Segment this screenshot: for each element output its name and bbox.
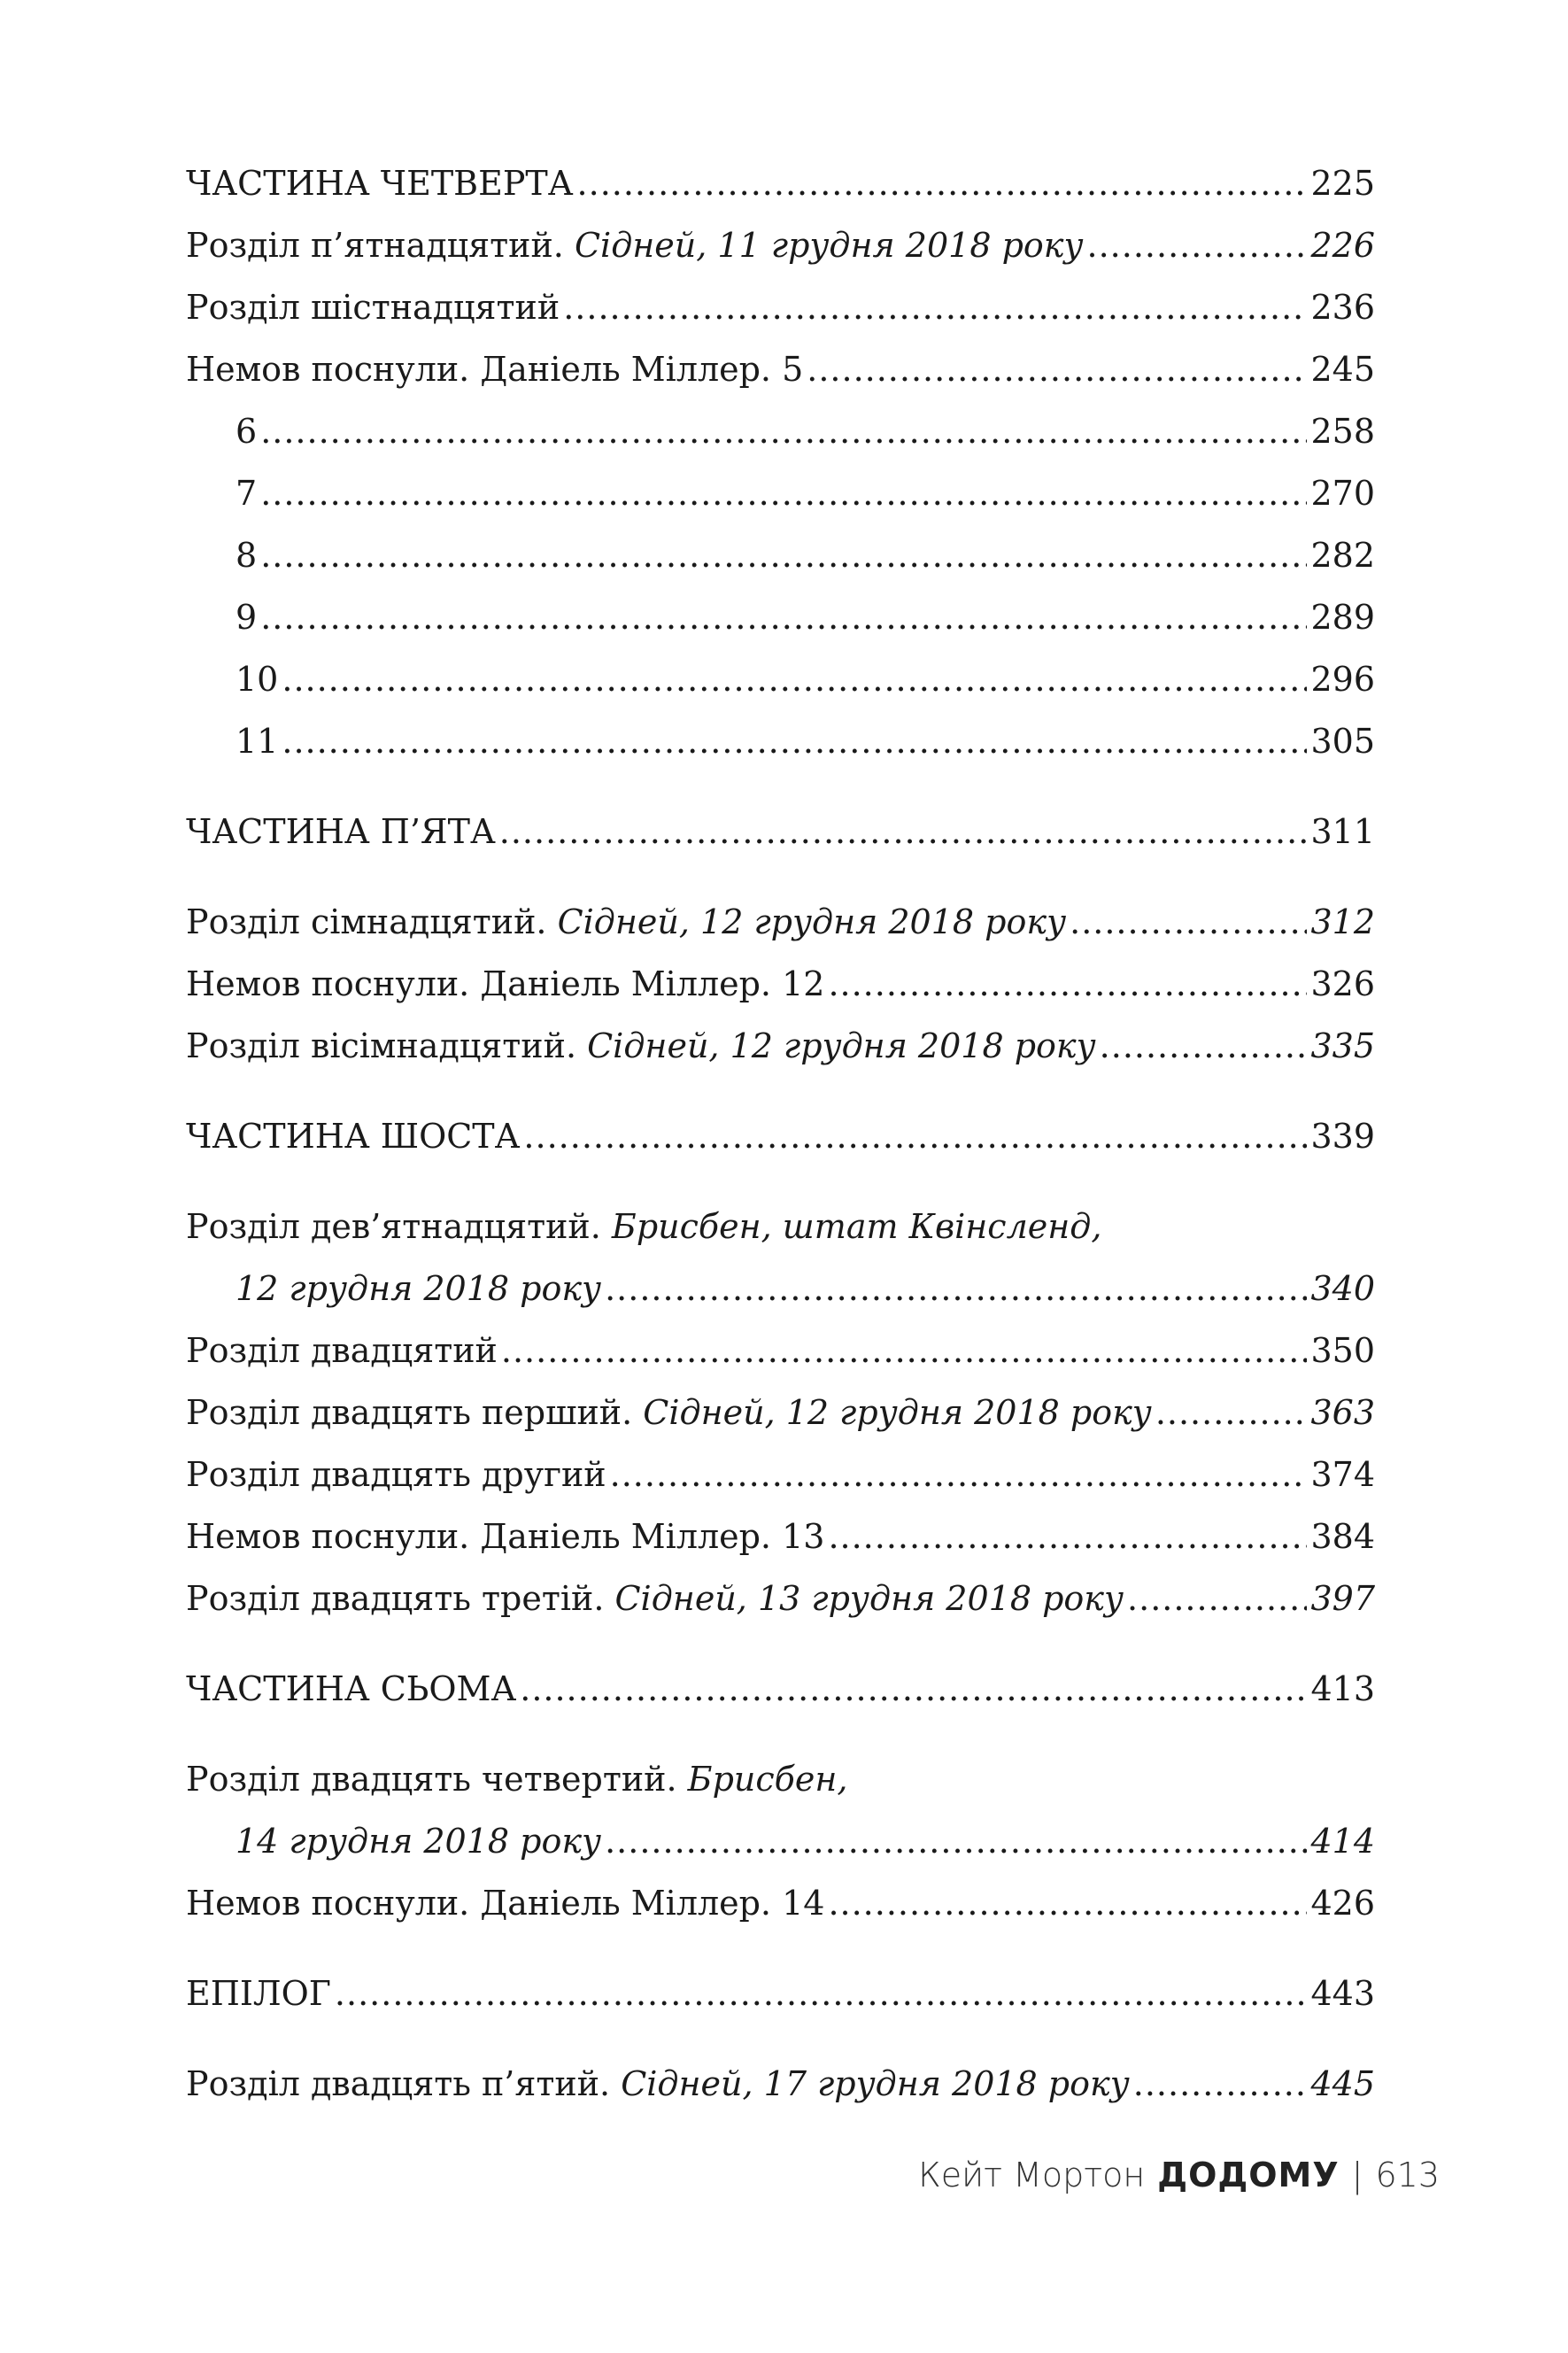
toc-entry-place-date: Сідней, 17 грудня 2018 року — [621, 2064, 1130, 2103]
toc-entry — [186, 1320, 1375, 1382]
toc-entry — [186, 1015, 1375, 1077]
toc-page-number: 225 — [1310, 164, 1375, 203]
toc-entry — [186, 1872, 1375, 1934]
section-gap — [186, 1629, 1375, 1658]
toc-entry-title: Розділ шістнадцятий — [186, 288, 560, 327]
toc-entry-place-date: 14 грудня 2018 року — [236, 1822, 602, 1861]
toc-page-number: 340 — [1310, 1269, 1375, 1308]
toc-entry-label — [186, 1962, 331, 2024]
toc-entry-label — [186, 276, 560, 338]
table-of-contents — [186, 152, 1375, 2115]
toc-page-number: 236 — [1310, 288, 1375, 327]
toc-entry-label — [186, 1015, 1096, 1077]
toc-sub-entry — [186, 710, 1375, 772]
toc-page-number: 384 — [1310, 1517, 1375, 1556]
toc-sub-entry — [186, 648, 1375, 710]
toc-page-number: 426 — [1310, 1884, 1375, 1923]
toc-entry-label — [186, 891, 1066, 953]
dot-leader — [282, 710, 1307, 772]
toc-entry-title: Розділ двадцять перший. — [186, 1393, 644, 1432]
toc-entry-label — [186, 586, 257, 648]
toc-page-number: 312 — [1310, 902, 1375, 941]
toc-page-number: 414 — [1310, 1822, 1375, 1861]
toc-entry-label — [186, 524, 257, 586]
toc-entry-place-date: 12 грудня 2018 року — [236, 1269, 602, 1308]
dot-leader — [260, 400, 1307, 462]
toc-page-number: 270 — [1310, 474, 1375, 513]
toc-page-number: 245 — [1310, 350, 1375, 389]
dot-leader — [605, 1258, 1307, 1320]
toc-page-number: 258 — [1310, 412, 1375, 451]
toc-entry-label — [186, 338, 803, 400]
toc-sub-entry — [186, 462, 1375, 524]
toc-part-entry — [186, 1658, 1375, 1720]
toc-entry-title: Немов поснули. Даніель Міллер. 5 — [186, 350, 804, 389]
toc-entry-label — [186, 462, 257, 524]
toc-entry-first-line — [186, 1748, 1375, 1810]
dot-leader — [260, 462, 1307, 524]
toc-entry-title: ЧАСТИНА ШОСТА — [186, 1117, 521, 1156]
section-gap — [186, 1077, 1375, 1105]
toc-entry-title: ЧАСТИНА П’ЯТА — [186, 812, 496, 851]
dot-leader — [1127, 1567, 1307, 1629]
toc-entry-continuation — [186, 1810, 1375, 1872]
toc-entry-title: Розділ сімнадцятий. — [186, 902, 558, 941]
dot-leader — [1133, 2053, 1308, 2115]
dot-leader — [499, 801, 1308, 863]
toc-entry-title: Розділ двадцять п’ятий. — [186, 2064, 622, 2103]
toc-entry-title: Розділ двадцять другий — [186, 1455, 606, 1494]
toc-page-number: 445 — [1310, 2064, 1375, 2103]
dot-leader — [1100, 1015, 1308, 1077]
toc-sub-entry — [186, 400, 1375, 462]
toc-page-number: 311 — [1310, 812, 1375, 851]
toc-entry-title: Немов поснули. Даніель Міллер. 12 — [186, 964, 825, 1003]
toc-page-number: 335 — [1310, 1026, 1375, 1065]
dot-leader — [563, 276, 1307, 338]
dot-leader — [828, 1872, 1307, 1934]
section-gap — [186, 772, 1375, 801]
toc-entry-label — [186, 1505, 824, 1567]
toc-entry-label — [186, 1872, 824, 1934]
toc-page-number: 413 — [1310, 1669, 1375, 1708]
dot-leader — [1087, 214, 1308, 276]
toc-entry-title: ЕПІЛОГ — [186, 1974, 331, 2013]
toc-entry-label — [186, 1748, 847, 1810]
dot-leader — [1070, 891, 1307, 953]
toc-entry — [186, 953, 1375, 1015]
toc-page-number: 296 — [1310, 660, 1375, 699]
toc-entry-label — [186, 801, 496, 863]
toc-page-number: 226 — [1310, 226, 1375, 265]
dot-leader — [577, 152, 1308, 214]
toc-entry-label — [186, 953, 824, 1015]
page-footer — [918, 2156, 1440, 2194]
toc-entry-title: 6 — [236, 412, 258, 451]
toc-entry-place-date: Брисбен, штат Квінсленд, — [611, 1207, 1102, 1246]
toc-entry-title: Розділ двадцятий — [186, 1331, 498, 1370]
toc-entry-label — [186, 1196, 1101, 1258]
toc-entry-place-date: Сідней, 13 грудня 2018 року — [614, 1579, 1124, 1618]
toc-entry-label — [186, 2053, 1130, 2115]
dot-leader — [335, 1962, 1308, 2024]
toc-entry-label — [186, 648, 278, 710]
toc-page-number: 443 — [1310, 1974, 1375, 2013]
toc-entry-title: 8 — [236, 536, 258, 575]
section-gap — [186, 1720, 1375, 1748]
toc-page-number: 350 — [1310, 1331, 1375, 1370]
toc-entry-title: Розділ двадцять третій. — [186, 1579, 615, 1618]
toc-entry-first-line — [186, 1196, 1375, 1258]
toc-entry-label — [186, 1567, 1124, 1629]
dot-leader — [807, 338, 1307, 400]
toc-part-entry — [186, 801, 1375, 863]
footer-separator: | — [1351, 2156, 1363, 2194]
toc-page-number: 305 — [1310, 722, 1375, 761]
toc-part-entry — [186, 1962, 1375, 2024]
toc-entry-place-date: Сідней, 12 грудня 2018 року — [557, 902, 1067, 941]
toc-entry-title: Немов поснули. Даніель Міллер. 13 — [186, 1517, 825, 1556]
toc-page-number: 397 — [1310, 1579, 1375, 1618]
toc-entry-continuation — [186, 1258, 1375, 1320]
toc-sub-entry — [186, 586, 1375, 648]
toc-entry — [186, 891, 1375, 953]
toc-page-number: 363 — [1310, 1393, 1375, 1432]
toc-page-number: 289 — [1310, 598, 1375, 637]
toc-entry — [186, 1567, 1375, 1629]
footer-author: Кейт Мортон — [918, 2156, 1146, 2194]
toc-entry-title: 9 — [236, 598, 258, 637]
dot-leader — [523, 1105, 1307, 1167]
dot-leader — [520, 1658, 1307, 1720]
toc-page-number: 282 — [1310, 536, 1375, 575]
toc-entry — [186, 1444, 1375, 1505]
toc-entry — [186, 1382, 1375, 1444]
toc-entry-title: ЧАСТИНА СЬОМА — [186, 1669, 517, 1708]
toc-entry — [186, 1505, 1375, 1567]
toc-entry-title: Розділ двадцять четвертий. — [186, 1760, 688, 1799]
dot-leader — [1155, 1382, 1308, 1444]
toc-page-number: 339 — [1310, 1117, 1375, 1156]
toc-entry-label — [186, 1658, 516, 1720]
section-gap — [186, 1934, 1375, 1962]
toc-entry-place-date: Сідней, 12 грудня 2018 року — [587, 1026, 1096, 1065]
toc-entry-label — [186, 1320, 498, 1382]
dot-leader — [282, 648, 1307, 710]
toc-entry-label — [186, 710, 278, 772]
dot-leader — [828, 953, 1307, 1015]
dot-leader — [501, 1320, 1308, 1382]
section-gap — [186, 2024, 1375, 2053]
toc-entry — [186, 214, 1375, 276]
toc-entry-title: Розділ п’ятнадцятий. — [186, 226, 575, 265]
toc-entry-label — [186, 214, 1084, 276]
toc-entry-place-date: Брисбен, — [687, 1760, 848, 1799]
dot-leader — [605, 1810, 1307, 1872]
toc-entry — [186, 2053, 1375, 2115]
toc-entry — [186, 338, 1375, 400]
toc-part-entry — [186, 152, 1375, 214]
toc-entry-title: 10 — [236, 660, 279, 699]
toc-entry-label — [186, 400, 257, 462]
dot-leader — [260, 586, 1307, 648]
toc-entry — [186, 276, 1375, 338]
toc-entry-title: Розділ дев’ятнадцятий. — [186, 1207, 612, 1246]
section-gap — [186, 1167, 1375, 1196]
toc-entry-label — [186, 1382, 1152, 1444]
footer-book-title: ДОДОМУ — [1157, 2156, 1340, 2194]
toc-entry-label — [186, 1444, 606, 1505]
toc-entry-place-date: Сідней, 11 грудня 2018 року — [574, 226, 1084, 265]
toc-entry-place-date: Сідней, 12 грудня 2018 року — [643, 1393, 1152, 1432]
toc-entry-title: Розділ вісімнадцятий. — [186, 1026, 588, 1065]
section-gap — [186, 863, 1375, 891]
toc-entry-title: Немов поснули. Даніель Міллер. 14 — [186, 1884, 825, 1923]
dot-leader — [828, 1505, 1307, 1567]
toc-entry-label — [186, 1105, 520, 1167]
toc-entry-title: 7 — [236, 474, 258, 513]
dot-leader — [260, 524, 1307, 586]
toc-sub-entry — [186, 524, 1375, 586]
toc-page-number: 326 — [1310, 964, 1375, 1003]
toc-entry-label — [186, 1258, 601, 1320]
toc-entry-title: ЧАСТИНА ЧЕТВЕРТА — [186, 164, 574, 203]
toc-part-entry — [186, 1105, 1375, 1167]
toc-entry-label — [186, 1810, 601, 1872]
footer-page-number: 613 — [1375, 2156, 1440, 2194]
dot-leader — [610, 1444, 1308, 1505]
toc-entry-title: 11 — [236, 722, 279, 761]
toc-page-number: 374 — [1310, 1455, 1375, 1494]
toc-entry-label — [186, 152, 574, 214]
